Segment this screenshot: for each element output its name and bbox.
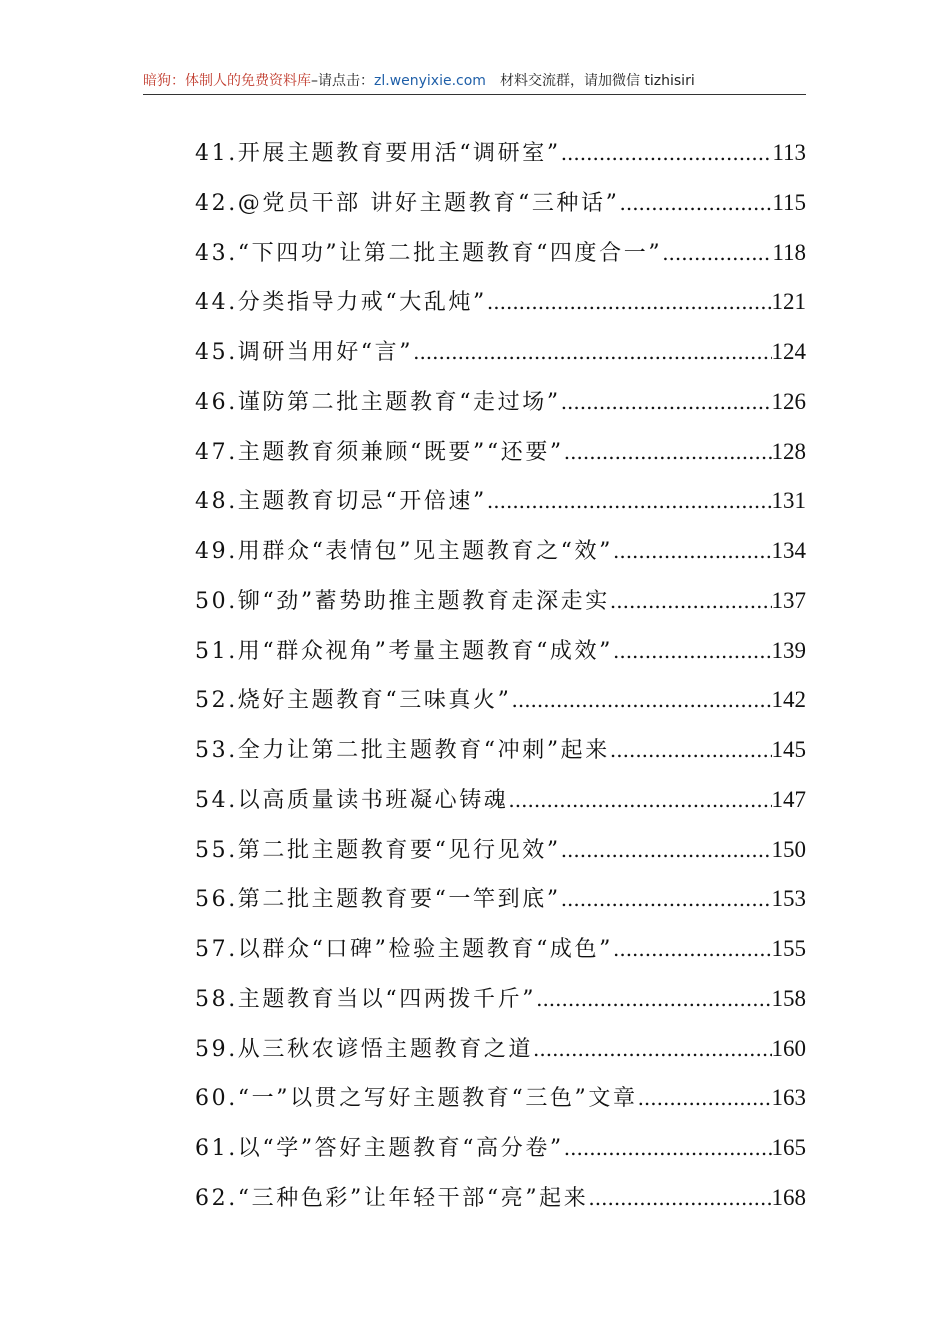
toc-leader-dots	[561, 826, 772, 876]
toc-entry-title: 45.调研当用好“言”	[195, 340, 414, 365]
toc-leader-dots	[619, 179, 772, 229]
toc-entry[interactable]	[195, 1173, 806, 1223]
toc-entry-page: 158	[771, 985, 806, 1011]
toc-entry-title: 44.分类指导力戒“大乱炖”	[195, 290, 487, 316]
toc-entry-title: 51.用“群众视角”考量主题教育“成效”	[195, 638, 613, 664]
toc-entry-title: 48.主题教育切忌“开倍速”	[195, 489, 487, 515]
toc-entry[interactable]	[195, 725, 806, 775]
toc-entry[interactable]	[195, 476, 806, 526]
toc-entry-title: 41.开展主题教育要用活“调研室”	[195, 141, 561, 166]
toc-entry[interactable]	[195, 277, 806, 327]
toc-leader-dots	[511, 676, 771, 726]
toc-entry[interactable]	[195, 874, 806, 924]
toc-entry[interactable]	[195, 228, 806, 278]
toc-entry-title: 50.铆“劲”蓄势助推主题教育走深走实	[195, 588, 610, 614]
header-link-prefix: –请点击：	[311, 73, 374, 89]
toc-entry[interactable]	[195, 825, 806, 875]
toc-leader-dots	[561, 875, 772, 925]
toc-entry-page: 113	[772, 140, 806, 165]
toc-entry[interactable]	[195, 775, 806, 825]
toc-leader-dots	[561, 378, 772, 428]
toc-entry-page: 128	[771, 438, 806, 464]
toc-entry-page: 155	[771, 936, 806, 961]
toc-leader-dots	[638, 1074, 772, 1124]
toc-entry-page: 153	[771, 886, 806, 912]
toc-leader-dots	[564, 1124, 772, 1174]
toc-leader-dots	[588, 1174, 771, 1224]
toc-entry[interactable]	[195, 427, 806, 477]
toc-entry-page: 121	[771, 289, 806, 315]
toc-entry-page: 124	[771, 339, 806, 364]
toc-entry-title: 62.“三种色彩”让年轻干部“亮”起来	[195, 1185, 589, 1211]
toc-entry[interactable]	[195, 377, 806, 427]
toc-entry[interactable]	[195, 327, 806, 377]
toc-entry-page: 147	[771, 786, 806, 812]
toc-leader-dots	[662, 229, 772, 279]
toc-entry-page: 126	[771, 388, 806, 414]
toc-entry[interactable]	[195, 675, 806, 725]
toc-entry-page: 118	[772, 239, 806, 265]
toc-entry-title: 49.用群众“表情包”见主题教育之“效”	[195, 539, 613, 564]
toc-entry-title: 55.第二批主题教育要“见行见效”	[195, 837, 561, 863]
toc-entry[interactable]	[195, 626, 806, 676]
toc-leader-dots	[561, 129, 773, 179]
toc-entry-page: 150	[771, 836, 806, 862]
toc-entry-page: 115	[772, 189, 806, 215]
toc-leader-dots	[413, 328, 771, 378]
toc-leader-dots	[610, 577, 772, 627]
toc-entry-title: 57.以群众“口碑”检验主题教育“成色”	[195, 937, 613, 962]
toc-entry-page: 137	[771, 587, 806, 613]
toc-leader-dots	[613, 627, 772, 677]
toc-leader-dots	[613, 925, 772, 975]
toc-entry-title: 56.第二批主题教育要“一竿到底”	[195, 887, 561, 913]
toc-entry[interactable]	[195, 576, 806, 626]
toc-entry-title: 42.@党员干部 讲好主题教育“三种话”	[195, 190, 620, 216]
toc-entry-page: 134	[771, 538, 806, 563]
table-of-contents	[195, 128, 806, 1223]
toc-entry-page: 163	[771, 1085, 806, 1111]
toc-entry-page: 139	[771, 637, 806, 663]
toc-entry-page: 168	[771, 1184, 806, 1210]
toc-entry-title: 59.从三秋农谚悟主题教育之道	[195, 1036, 533, 1062]
toc-entry[interactable]	[195, 1123, 806, 1173]
toc-entry-page: 131	[771, 488, 806, 514]
toc-entry-page: 165	[771, 1135, 806, 1160]
toc-entry-title: 58.主题教育当以“四两拨千斤”	[195, 986, 537, 1012]
toc-leader-dots	[564, 428, 772, 478]
toc-entry-title: 61.以“学”答好主题教育“高分卷”	[195, 1136, 564, 1161]
toc-entry[interactable]	[195, 1024, 806, 1074]
header-url-link[interactable]: zl.wenyixie.com	[374, 73, 486, 89]
toc-entry[interactable]	[195, 128, 806, 178]
toc-leader-dots	[536, 975, 771, 1025]
toc-entry-title: 53.全力让第二批主题教育“冲刺”起来	[195, 738, 610, 763]
toc-entry-page: 142	[771, 687, 806, 713]
toc-entry-title: 46.谨防第二批主题教育“走过场”	[195, 389, 561, 415]
page-header	[143, 70, 806, 95]
toc-leader-dots	[487, 278, 772, 328]
toc-leader-dots	[487, 477, 772, 527]
toc-leader-dots	[613, 527, 772, 577]
toc-entry[interactable]	[195, 974, 806, 1024]
toc-leader-dots	[533, 1025, 772, 1075]
header-brand: 暗狗：体制人的免费资料库	[143, 73, 311, 89]
header-contact: 材料交流群，请加微信 tizhisiri	[499, 73, 695, 89]
toc-entry-title: 52.烧好主题教育“三味真火”	[195, 688, 512, 714]
toc-entry[interactable]	[195, 526, 806, 576]
toc-entry-page: 145	[771, 737, 806, 762]
toc-entry-title: 60.“一”以贯之写好主题教育“三色”文章	[195, 1086, 638, 1112]
toc-entry-title: 47.主题教育须兼顾“既要”“还要”	[195, 439, 564, 465]
toc-entry[interactable]	[195, 1073, 806, 1123]
toc-leader-dots	[508, 776, 771, 826]
toc-entry[interactable]	[195, 178, 806, 228]
toc-entry-title: 54.以高质量读书班凝心铸魂	[195, 787, 509, 813]
toc-leader-dots	[610, 726, 772, 776]
toc-entry-title: 43.“下四功”让第二批主题教育“四度合一”	[195, 240, 663, 266]
toc-entry[interactable]	[195, 924, 806, 974]
toc-entry-page: 160	[771, 1035, 806, 1061]
